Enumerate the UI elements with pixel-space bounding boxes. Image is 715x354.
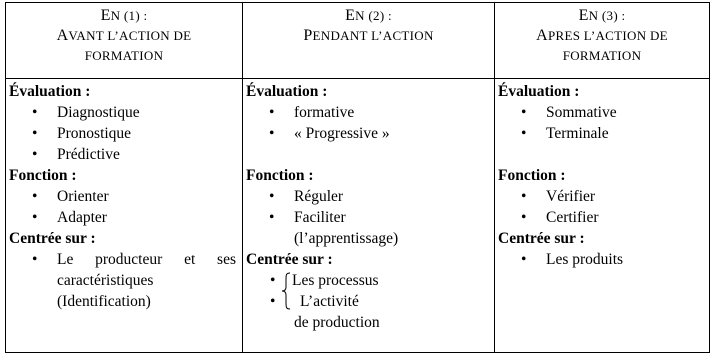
bullet-icon: •: [32, 104, 38, 121]
brace-item: Les processus: [292, 272, 379, 289]
list-item: • Orienter: [32, 188, 109, 205]
fonction-list: [246, 186, 494, 249]
fonction-label: Fonction :: [498, 167, 566, 184]
header-3-line-2: APRES L’ACTION DE: [536, 27, 668, 44]
list-item: • Faciliter (l’apprentissage): [269, 209, 399, 247]
bullet-icon: •: [521, 251, 527, 268]
bullet-icon: •: [32, 125, 38, 142]
bullet-icon: •: [521, 125, 527, 142]
evaluation-list: [9, 102, 242, 165]
header-3-line-3: FORMATION: [562, 48, 642, 63]
header-row: [6, 3, 710, 79]
body-cell-2: [243, 79, 495, 353]
list-item: • Adapter: [32, 209, 107, 226]
evaluation-list: [498, 102, 709, 144]
body-cell-3: [495, 79, 710, 353]
list-item: • Pronostique: [32, 125, 132, 142]
list-item: • formative: [269, 104, 355, 121]
bullet-icon: •: [270, 293, 276, 310]
list-item: • Prédictive: [32, 146, 120, 163]
bullet-icon: •: [32, 188, 38, 205]
header-2-line-1: EN (2) :: [345, 7, 392, 24]
fonction-list: [9, 186, 242, 228]
bullet-icon: •: [32, 146, 38, 163]
header-1-line-2: AVANT L’ACTION DE: [56, 27, 192, 44]
header-cell-3: [495, 3, 710, 79]
header-cell-1: [6, 3, 243, 79]
list-item: • Certifier: [521, 209, 599, 226]
bullet-icon: •: [32, 209, 38, 226]
spacer: [246, 144, 494, 165]
bullet-icon: •: [269, 209, 275, 226]
left-brace-icon: [281, 272, 291, 310]
centree-label: Centrée sur :: [246, 251, 333, 268]
centree-label: Centrée sur :: [9, 230, 96, 247]
brace-group: [246, 270, 494, 312]
bullet-icon: •: [32, 251, 38, 268]
list-item: • Les produits: [521, 251, 624, 268]
header-2-line-2: PENDANT L’ACTION: [303, 27, 434, 44]
header-cell-2: [243, 3, 495, 79]
brace-item: L’activité: [300, 293, 359, 310]
bullet-icon: •: [521, 104, 527, 121]
bullet-icon: •: [521, 209, 527, 226]
header-1-line-1: EN (1) :: [100, 7, 148, 24]
header-3-line-1: EN (3) :: [578, 7, 626, 24]
centree-list: [498, 249, 709, 270]
evaluation-list: [246, 102, 494, 144]
bullet-icon: •: [269, 188, 275, 205]
list-item: • Sommative: [521, 104, 617, 121]
fonction-label: Fonction :: [9, 167, 77, 184]
body-row: [6, 79, 710, 353]
centree-label: Centrée sur :: [498, 230, 585, 247]
fonction-list: [498, 186, 709, 228]
spacer: [498, 144, 709, 165]
bullet-icon: •: [269, 104, 275, 121]
evaluation-table: [5, 2, 710, 353]
list-item: • Terminale: [521, 125, 609, 142]
bullet-icon: •: [270, 272, 276, 289]
list-item: • Le producteur et ses caractéristiques (Identification): [32, 251, 236, 310]
evaluation-label: Évaluation :: [9, 83, 91, 100]
brace-item-continuation: de production: [294, 314, 380, 331]
evaluation-label: Évaluation :: [246, 83, 328, 100]
header-1-line-3: FORMATION: [84, 48, 164, 63]
list-item: • Diagnostique: [32, 104, 140, 121]
bullet-icon: •: [521, 188, 527, 205]
evaluation-label: Évaluation :: [498, 83, 580, 100]
fonction-label: Fonction :: [246, 167, 314, 184]
bullet-icon: •: [269, 125, 275, 142]
list-item: • « Progressive »: [269, 125, 390, 142]
list-item: • Vérifier: [521, 188, 596, 205]
body-cell-1: [6, 79, 243, 353]
centree-list: [9, 249, 242, 312]
list-item: • Réguler: [269, 188, 344, 205]
